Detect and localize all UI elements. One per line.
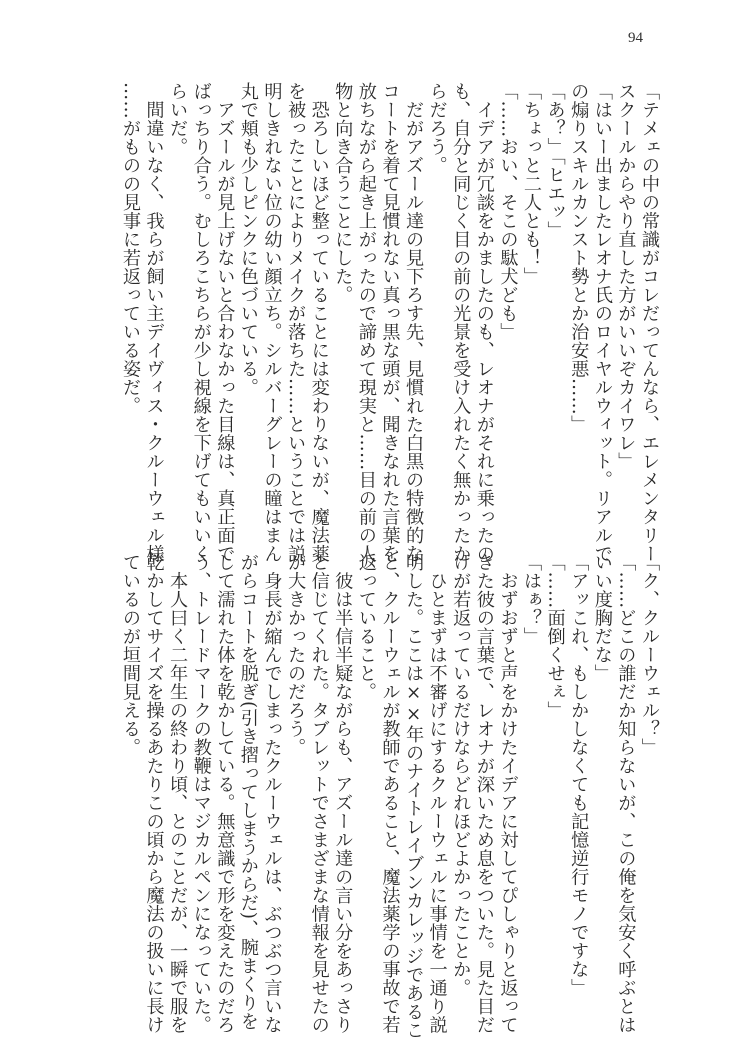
text-line: 放ちながら起き上がったので諦めて現実と……目の前の人 bbox=[355, 82, 377, 563]
text-line: 「ク、クルーウェル？」 bbox=[639, 553, 660, 757]
text-line: ばっちり合う。むしろこちらが少し視線を下げてもいいく bbox=[190, 82, 212, 563]
text-line: おずおずと声をかけたイデアに対してぴしゃりと返って bbox=[497, 553, 519, 1034]
text-line: 「……おい、そこの駄犬ども」 bbox=[497, 82, 519, 341]
text-line: アズールが見上げないと合わなかった目線は、真正面で bbox=[214, 82, 236, 563]
text-line: イデアが冗談をかましたのも、レオナがそれに乗ったの bbox=[473, 82, 495, 563]
text-line: 乾かしてサイズを操るあたりこの頃から魔法の扱いに長け bbox=[143, 553, 165, 1034]
text-line: 「……どこの誰だか知らないが、この俺を気安く呼ぶとは bbox=[615, 553, 637, 1034]
text-line: 身長が縮んでしまったクルーウェルは、ぶつぶつ言いな bbox=[261, 553, 283, 1034]
text-line: コートを着て見慣れない真っ黒な頭が、聞きなれた言葉を bbox=[379, 82, 401, 563]
text-line: 「アッこれ、もしかしなくても記憶逆行モノですな」 bbox=[568, 553, 590, 997]
text-line: らいだ。 bbox=[167, 82, 189, 156]
text-line: う、トレードマークの教鞭はマジカルペンになっていた。 bbox=[190, 553, 212, 1034]
text-line: 「テメェの中の常識がコレだってんなら、エレメンタリー bbox=[639, 82, 660, 563]
text-line: して濡れた体を乾かしている。無意識で形を変えたのだろ bbox=[214, 553, 236, 1034]
text-line: と信じてくれた。タブレットでさまざまな情報を見せたの bbox=[308, 553, 330, 1034]
text-line: 明した。ここは××年のナイトレイブンカレッジであるこ bbox=[403, 553, 425, 1040]
text-line: と、クルーウェルが教師であること、魔法薬学の事故で若 bbox=[379, 553, 401, 1034]
text-line: 本人曰く二年生の終わり頃、とのことだが、一瞬で服を bbox=[167, 553, 189, 1034]
text-line: 彼は半信半疑ながらも、アズール達の言い分をあっさり bbox=[332, 553, 354, 1034]
text-line: 「はいー出ましたレオナ氏のロイヤルウィット。リアルで bbox=[591, 82, 613, 563]
page-number: 94 bbox=[628, 30, 643, 46]
text-line: を被ったことによりメイクが落ちた……ということでは説 bbox=[285, 82, 307, 563]
text-line: 「……面倒くせぇ」 bbox=[544, 553, 566, 720]
text-line: いい度胸だな」 bbox=[591, 553, 613, 683]
text-line: 「はぁ？」 bbox=[521, 553, 543, 646]
text-line: けが若返っているだけならどれほどよかったことか。 bbox=[450, 553, 472, 997]
text-line: ひとまずは不審げにするクルーウェルに事情を一通り説 bbox=[426, 553, 448, 1034]
text-line: 間違いなく、我らが飼い主デイヴィス・クルーウェル様 bbox=[143, 82, 165, 563]
text-line: きた彼の言葉で、レオナが深いため息をついた。見た目だ bbox=[473, 553, 495, 1034]
text-line: 「ちょっと二人とも！」 bbox=[521, 82, 543, 286]
text-line: 物と向き合うことにした。 bbox=[332, 82, 354, 304]
text-line: 「あ？」「ヒエッ」 bbox=[544, 82, 566, 240]
text-line: 丸で頬も少しピンクに色づいている。 bbox=[237, 82, 259, 397]
text-line: 恐ろしいほど整っていることには変わりないが、魔法薬 bbox=[308, 82, 330, 563]
text-line: ているのが垣間見える。 bbox=[119, 553, 141, 757]
text-line: が大きかったのだろう。 bbox=[285, 553, 307, 757]
text-block-top bbox=[119, 82, 661, 563]
text-line: ……がものの見事に若返っている姿だ。 bbox=[119, 82, 141, 415]
text-line: 返っていること。 bbox=[355, 553, 377, 701]
text-line: だがアズール達の見下ろす先、見慣れた白黒の特徴的な bbox=[403, 82, 425, 563]
text-line: も、自分と同じく目の前の光景を受け入れたく無かったか bbox=[450, 82, 472, 563]
text-block-bottom bbox=[119, 553, 661, 1040]
text-line: の煽りスキルカンスト勢とか治安悪……」 bbox=[568, 82, 590, 434]
text-line: 明しきれない位の幼い顔立ち。シルバーグレーの瞳はまん bbox=[261, 82, 283, 563]
text-line: スクールからやり直した方がいいぞカイワレ」 bbox=[615, 82, 637, 471]
text-line: らだろう。 bbox=[426, 82, 448, 175]
text-line: がらコートを脱ぎ(引き摺ってしまうからだ)、腕まくりを bbox=[237, 553, 259, 1031]
